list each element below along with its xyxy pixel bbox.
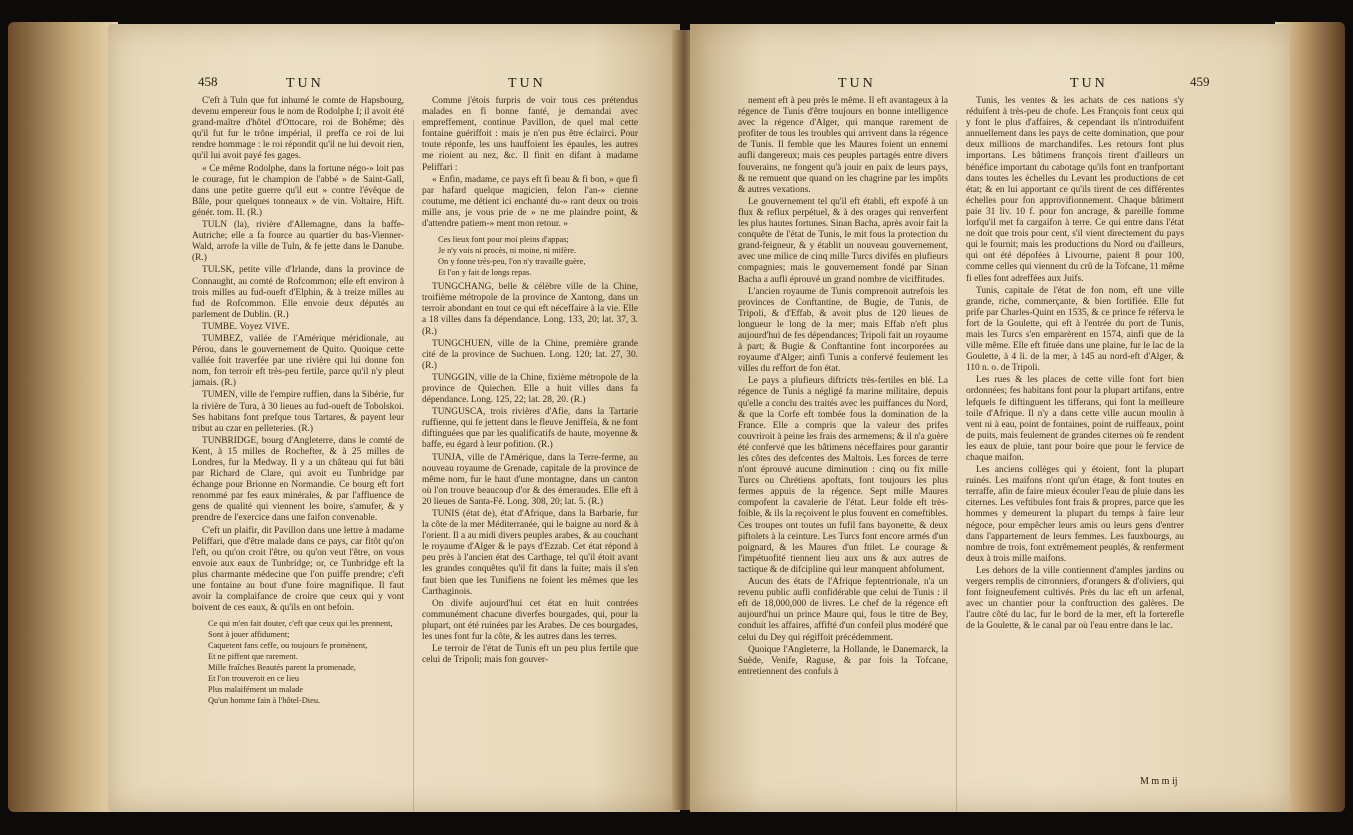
left-page-header-right: TUN xyxy=(508,76,546,91)
verse-line: Ce qui m'en fait douter, c'eft que ceux qui les prennent, xyxy=(208,619,393,629)
verse-line: Mille fraîches Beautés parent la promenade, xyxy=(208,663,356,673)
left-column-1 xyxy=(192,96,404,710)
right-column-1 xyxy=(738,96,948,679)
left-page-header: TUN xyxy=(286,76,324,91)
verse-block xyxy=(422,234,638,278)
verse-block xyxy=(192,618,404,706)
paragraph: Les anciens collèges qui y étoient, font la plupart ruinés. Les maifons n'ont qu'un étage, & font toutes en terraffe, afin de faire mieux écouler l'eau de pluie dans les citernes. Les veftibules font frais & propres, parce que les hommes y demeurent la plupart du temps à faire leur négoce, pour empêcher leurs amis ou leurs gens d'entrer dans l'appartement de leurs femmes. Les fauxbourgs, au nombre de trois, font extrêmement peuplés, & renferment deux à trois mille maifons. xyxy=(966,465,1184,564)
paragraph: Les dehors de la ville contiennent d'amples jardins ou vergers remplis de citronniers, d'orangers & d'oliviers, qui font foigneufement cultivés. Près du lac eft un arfenal, avec un chantier pour la conftruction des galères. De l'autre côté du lac, fur le bord de la mer, eft la forterefle de la Goulette, & le canal par où l'eau entre dans le lac. xyxy=(966,565,1184,632)
paragraph: TUNGGIN, ville de la Chine, fixième métropole de la province de Quiechen. Elle a huit villes dans fa dépendance. Long. 125, 22; lat. 28, 20. (R.) xyxy=(422,372,638,406)
paragraph: Aucun des états de l'Afrique feptentrionale, n'a un revenu public aufli confidérable que celui de Tunis : il eft de 18,000,000 de livres. Le chef de la régence eft aujourd'hui un prince Maure qui, fous le titre de Bey, conduit les affaires, affifté d'un confeil plus modéré que celui du Dey qui régiffoit précédemment. xyxy=(738,577,948,643)
verse-line: On y fonne très-peu, l'on n'y travaille guère, xyxy=(438,257,586,267)
verse-line: Et ne piffent que rarement. xyxy=(208,652,298,662)
verse-line: Plus malaifément un malade xyxy=(208,685,304,695)
verse-line: Qu'un homme fain à l'hôtel-Dieu. xyxy=(208,696,321,706)
paragraph: TUNIS (état de), état d'Afrique, dans la Barbarie, fur la côte de la mer Méditerranée, qui le baigne au nord & à l'orient. Il a au midi divers peuples arabes, & au couchant le royaume d'Alger & le pays d'Ezzab. Cet état répond à peu près à l'ancien état des Carthage, tel qu'il étoit avant les grandes conquêtes qu'il fit dans la fuite; mais il s'en faut bien que les Tunifiens ne foient les mêmes que les Carthaginois. xyxy=(422,509,638,597)
column-rule xyxy=(956,120,957,812)
verse-line: Sont à jouer affidument; xyxy=(208,630,290,640)
paragraph: TUNGCHANG, belle & célèbre ville de la Chine, troifième métropole de la province de Xantong, dans un terroir abondant en tout ce qui eft néceffaire à la vie. Elle a 18 villes dans fa dépendance. Long. 133, 20; lat. 37, 3. (R.) xyxy=(422,282,638,337)
paragraph: TUNBRIDGE, bourg d'Angleterre, dans le comté de Kent, à 15 milles de Rochefter, & à 25 milles de Londres, fur la Medway. Il y a un château qui fut bâti par Richard de Clare, qui avoit eu Tunbridge par échange pour Brionne en Normandie. Ce bourg eft fort renommé par fes eaux minérales, & par l'affluence de gens de qualité qui viennent les boire, s'amufer, & y prendre de l'exercice dans une faifon convenable. xyxy=(192,435,404,524)
verse-line: Je n'y vois ni procès, ni moine, ni mifère. xyxy=(438,246,577,256)
paragraph: TUNJA, ville de l'Amérique, dans la Terre-ferme, au nouveau royaume de Grenade, capitale de la province de même nom, fur le haut d'une montagne, dans un canton où l'on trouve beaucoup d'or & des émeraudes. Elle eft à 20 lieues de Santa-Fé. Long. 308, 20; lat. 5. (R.) xyxy=(422,452,638,507)
left-page-number: 458 xyxy=(198,74,218,89)
right-column-2 xyxy=(966,96,1184,634)
paragraph: Les rues & les places de cette ville font fort bien ordonnées; fes habitans font pour la plupart artifans, entre lefquels fe diftinguent les tifferans, qui font la meilleure toile d'Afrique. Il n'y a dans cette ville aucun moulin à vent ni à eau, point de fontaines, point de ruiffeaux, point de puits, mais feulement de grandes citernes où fe rendent les eaux de pluie, tant pour boire que pour le fervice de chaque maifon. xyxy=(966,375,1184,463)
verse-line: Et l'on trouveroit en ce lieu xyxy=(208,674,300,684)
right-page xyxy=(690,24,1290,812)
left-page xyxy=(108,24,680,812)
left-column-2 xyxy=(422,96,638,667)
paragraph: « Enfin, madame, ce pays eft fi beau & fi bon, » que fi par hafard quelque magicien, felon l'an-» cienne coutume, me détient ici enchanté du-» rant deux ou trois mille ans, je vous prie de » ne me plaindre point, & d'attendre patiem-» ment mon retour. » xyxy=(422,174,638,230)
right-page-header-right: TUN xyxy=(1070,76,1108,91)
paragraph: Quoique l'Angleterre, la Hollande, le Danemarck, la Suède, Venife, Raguse, & par fois la Tofcane, entretiennent des confuls à xyxy=(738,644,948,677)
verse-line: Et l'on y fait de longs repas. xyxy=(438,268,532,278)
left-cover-edge xyxy=(8,22,118,812)
verse-line: Caquetent fans ceffe, ou toujours fe promènent, xyxy=(208,641,368,651)
paragraph: Tunis, les ventes & les achats de ces nations s'y réduifent à très-peu de chofe. Les François font ceux qui y font le plus d'affaires, & cependant ils n'introduifent annuellement dans les pays de cette domination, que pour deux millions de marchandifes. Les retours font plus importans. Les bâtimens françois tirent d'ailleurs un bénéfice important du cabotage qu'ils font en tranfportant dans toutes les échelles du Levant les productions de cet état; & en lui apportant ce qu'ils tirent de ces différentes échelles pour fon approvifionnement. Chaque bâtiment paie 31 liv. 10 f. pour fon ancrage, & pareille fomme lorfqu'il met fa cargaifon à terre. Ce qui entre dans l'état ne doit que trois pour cent, s'il vient directement du pays qui le fournit; mais les productions du Nord ou d'ailleurs, qui ont été dépofées à Livourne, paient 8 pour 100, comme celles qui viennent du crû de la Tofcane, 11 même fi elles font adreffées aux Juifs. xyxy=(966,96,1184,284)
paragraph: L'ancien royaume de Tunis comprenoit autrefois les provinces de Conftantine, de Bugie, de Tunis, de Tripoli, & d'Effab, & avoit plus de 120 lieues de longueur le long de la mer; mais Effab n'eft plus aujourd'hui de fes dépendances; Tripoli fait un royaume à part; & Bugie & Conftantine font incorporées au royaume d'Alger; ainfi Tunis a confervé feulement les villes du reffort de fon état. xyxy=(738,286,948,375)
paragraph: nement eft à peu près le même. Il eft avantageux à la régence de Tunis d'être toujours en bonne intelligence avec la régence d'Alger, qui manque rarement de profiter de tous les troubles qui arrivent dans la régence de Tunis. Il femble que les Maures foient un ennemi aufli dangereux; mais ces peuples partagés entre divers fouverains, ne fongent qu'à jouir en paix de leurs pays, & ne remuent que quand on les chagrine par les impôts & autres vexations. xyxy=(738,96,948,195)
paragraph: Le gouvernement tel qu'il eft établi, eft expofé à un flux & reflux perpétuel, & à des orages qui renverfent les plus hautes fortunes. Sinan Bacha, après avoir fait la conquête de l'état de Tunis, le mit fous la protection du grand-feigneur, & y établit un nouveau gouvernement, avec une milice de cinq mille Turcs divifés en plufieurs compagnies; mais le gouvernement fondé par Sinan Bacha a aufli éprouvé un grand nombre de viciffitudes. xyxy=(738,196,948,285)
verse-line: Ces lieux font pour moi pleins d'appas; xyxy=(438,235,569,245)
paragraph: Le pays a plufieurs diftricts très-fertiles en blé. La régence de Tunis a négligé fa marine militaire, depuis qu'elle a conclu des traités avec les puiffances du Nord, & que la Corfe eft tombée fous la domination de la France. Elle a compris que la valeur des prifes couvriroit à peine les frais des armemens; & il n'a guère été confervé que les bâtimens néceffaires pour garantir les côtes des defcentes des Maltois. Les forces de terre n'ont éprouvé aucune diminution : cinq ou fix mille Turcs ou Chrétiens apoftats, font toujours les plus fermes appuis de la régence. Sept mille Maures compofent la cavalerie de l'état. Leur folde eft très-foible, & ils la reçoivent le plus fouvent en comeftibles. Ces troupes ont toutes un fufil fans bayonette, & deux piftolets à la ceinture. Les Turcs font encore armés d'un poignard, & les Maures d'un ftilet. Le courage & l'impétuofité tiennent lieu aux uns & aux autres de tactique & de difcipline qui leur manquent abfolument. xyxy=(738,376,948,575)
column-rule xyxy=(413,120,414,812)
paragraph: Le terroir de l'état de Tunis eft un peu plus fertile que celui de Tripoli; mais fon gouver- xyxy=(422,644,638,666)
paragraph: Tunis, capitale de l'état de fon nom, eft une ville grande, riche, commerçante, & bien fortifiée. Elle fut prife par Charles-Quint en 1535, & ce prince fe réferva le fort de la Goulette, qui eft à l'entrée du port de Tunis, mais les Turcs s'en emparèrent en 1574, ainfi que de la ville même. Elle eft fituée dans une plaine, fur le lac de la Goulette, à 4 li. de la mer, à 145 au nord-eft d'Alger, & 110 n. o. de Tripoli. xyxy=(966,285,1184,374)
paragraph: « Ce même Rodolphe, dans la fortune négo-» loit pas le courage, fut le champion de l'abbé » de Saint-Gall, dans une petite guerre qu'il eut » contre l'évêque de Bâle, pour quelques tonneaux » de vin. Voltaire, Hift. génér. tom. II. (R.) xyxy=(192,163,404,218)
paragraph: TULN (la), rivière d'Allemagne, dans la baffe-Autriche; elle a fa fource au quartier du bas-Vienner-Wald, arrofe la ville de Tuln, & fe jette dans le Danube. (R.) xyxy=(192,220,404,264)
paragraph: C'eft à Tuln que fut inhumé le comte de Hapsbourg, devenu empereur fous le nom de Rodolphe I; il avoit été grand-maître d'hôtel d'Ottocare, roi de Bohême; dès qu'il fut fur le trône impérial, il preffa ce roi de lui rendre hommage : le roi répondit qu'il ne lui devoit rien, qu'il lui avoit payé fes gages. xyxy=(192,96,404,162)
paragraph: C'eft un plaifir, dit Pavillon dans une lettre à madame Peliffari, que d'être malade dans ce pays, car fitôt qu'on l'eft, ou qu'on croit l'être, ou qu'on veut l'être, on vous envoie aux eaux de Tunbridge; or, ce Tunbridge eft la plus charmante médecine que l'on puiffe prendre; c'eft une fontaine au bout d'une foire magnifique. Il faut avoir la complaifance de croire que ceux qui y vont boivent de ces eaux, & qu'ils en ont befoin. xyxy=(192,525,404,614)
paragraph: TUMBE. Voyez VIVE. xyxy=(202,321,290,332)
paragraph: TUMEN, ville de l'empire ruffien, dans la Sibérie, fur la rivière de Tura, à 30 lieues au fud-oueft de Tobolskoi. Ses habitans font prefque tous Tartares, & payent leur tribut au czar en pelleteries. (R.) xyxy=(192,390,404,434)
signature-mark: M m m ij xyxy=(1140,776,1178,787)
paragraph: On divife aujourd'hui cet état en huit contrées communément chacune diverfes bourgades, qui, pour la plupart, ont été ruinées par les Arabes. De ces bourgades, les unes font fur la côte, & les autres dans les terres. xyxy=(422,598,638,643)
right-page-header: TUN xyxy=(838,76,876,91)
paragraph: TUMBEZ, vallée de l'Amérique méridionale, au Pérou, dans le gouvernement de Quito. Quoique cette vallée foit traverfée par une rivière qui lui donne fon nom, fon terroir eft très-peu fertile, parce qu'il n'y pleut jamais. (R.) xyxy=(192,333,404,389)
paragraph: Comme j'étois furpris de voir tous ces prétendus malades en fi bonne fanté, je demandai avec empreffement, continue Pavillon, de quel mal cette fontaine guériffoit : mais je n'en pus être éclairci. Pour toute réponfe, les uns hauffoient les épaules, les autres me rioient au nez, &c. Il finit en difant à madame Peliffari : xyxy=(422,96,638,173)
paragraph: TUNGCHUEN, ville de la Chine, première grande cité de la province de Suchuen. Long. 120; lat. 27, 30. (R.) xyxy=(422,338,638,371)
right-page-number: 459 xyxy=(1190,74,1210,89)
paragraph: TUNGUSCA, trois rivières d'Afie, dans la Tartarie ruffienne, qui fe jettent dans le fleuve Jeniffeïa, & ne font diftinguées que par les qualificatifs de haute, moyenne & baffe, eu égard à leur pofition. (R.) xyxy=(422,407,638,451)
paragraph: TULSK, petite ville d'Irlande, dans la province de Connaught, au comté de Rofcommon; elle eft environ à trois milles au fud-oueft d'Elphin, & à treize milles au fud de Rofcommon. Elle envoie deux députés au parlement de Dublin. (R.) xyxy=(192,265,404,320)
